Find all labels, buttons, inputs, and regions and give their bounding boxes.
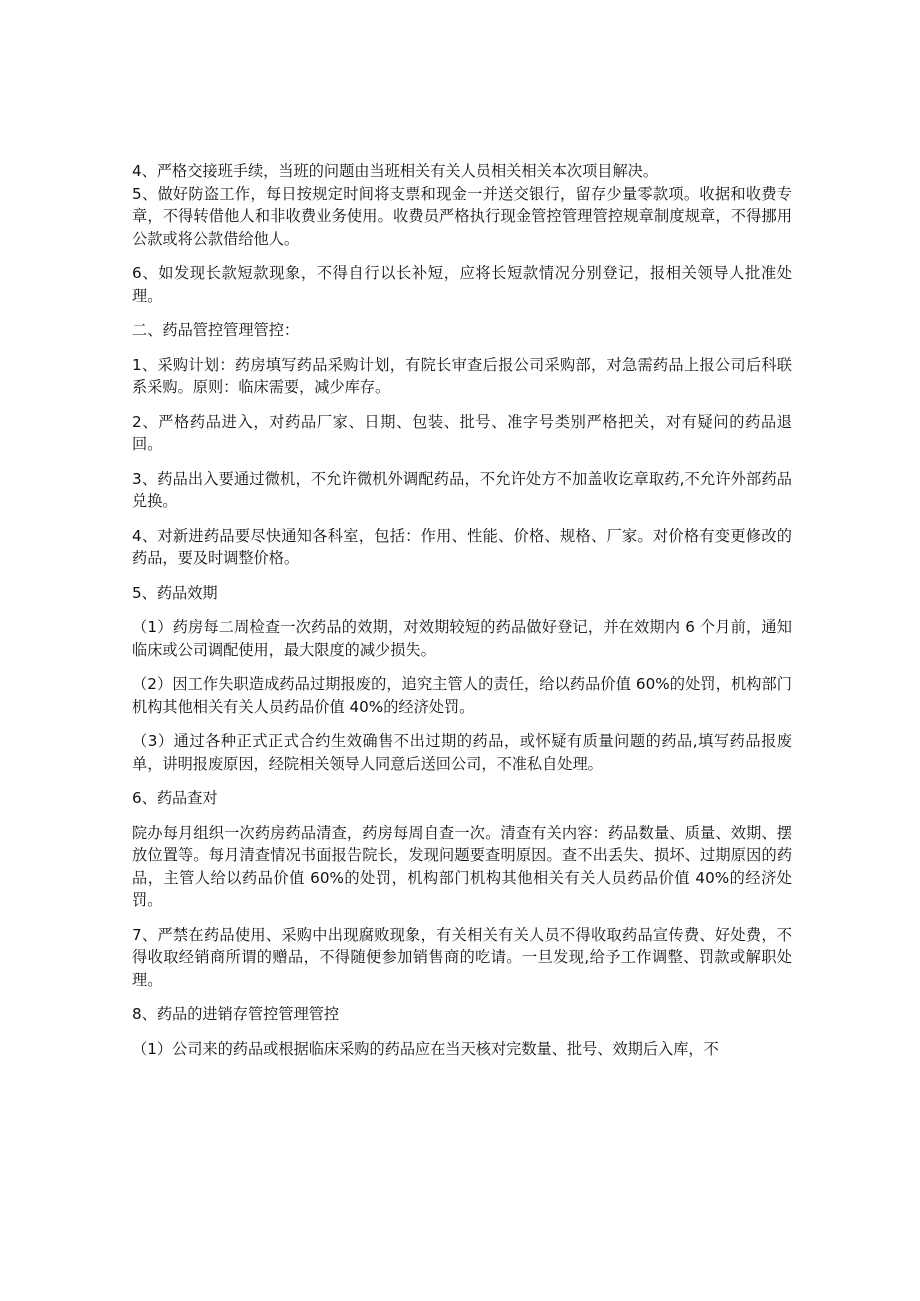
paragraph-drug-check: 院办每月组织一次药房药品清查，药房每周自查一次。清查有关内容：药品数量、质量、效期、摆放位置等。每月清查情况书面报告院长，发现问题要查明原因。查不出丢失、损坏、过期原因的药品，主管人给以药品价值 60%的处罚，机构部门机构其他相关有关人员药品价值 40%的经济处罚。 [132,823,792,909]
paragraph-anti-corruption: 7、严禁在药品使用、采购中出现腐败现象，有关相关有关人员不得收取药品宣传费、好处费，不得收取经销商所谓的赠品，不得随便参加销售商的吃请。一旦发现,给予工作调整、罚款或解职处理。 [132,925,792,989]
paragraph-expiry-1: （1）药房每二周检查一次药品的效期，对效期较短的药品做好登记，并在效期内 6 个月前，通知临床或公司调配使用，最大限度的减少损失。 [132,618,792,659]
paragraph-drug-in-out: 3、药品出入要通过微机，不允许微机外调配药品，不允许处方不加盖收讫章取药,不允许外部药品兑换。 [132,469,792,510]
paragraph-procurement-plan: 1、采购计划：药房填写药品采购计划，有院长审查后报公司采购部，对急需药品上报公司后科联系采购。原则：临床需要，减少库存。 [132,355,792,396]
section-heading-drug-management: 二、药品管控管理管控： [132,321,300,339]
paragraph-item-4: 4、严格交接班手续，当班的问题由当班相关有关人员相关相关本次项目解决。 [132,162,659,180]
paragraph-expiry-2: （2）因工作失职造成药品过期报废的，追究主管人的责任，给以药品价值 60%的处罚，机构部门机构其他相关有关人员药品价值 40%的经济处罚。 [132,675,792,716]
paragraph-inventory-1: （1）公司来的药品或根据临床采购的药品应在当天核对完数量、批号、效期后入库，不 [132,1039,719,1058]
subheading-drug-expiry: 5、药品效期 [132,583,218,602]
subheading-drug-check: 6、药品查对 [132,789,218,807]
paragraph-drug-intake: 2、严格药品进入，对药品厂家、日期、包装、批号、准字号类别严格把关，对有疑问的药品退回。 [132,412,792,453]
paragraph-item-6: 6、如发现长款短款现象，不得自行以长补短，应将长短款情况分别登记，报相关领导人批准处理。 [132,264,792,305]
paragraph-item-5: 5、做好防盗工作，每日按规定时间将支票和现金一并送交银行，留存少量零款项。收据和收费专章，不得转借他人和非收费业务使用。收费员严格执行现金管控管理管控规章制度规章，不得挪用公款或将公款借给他人。 [132,184,792,248]
subheading-inventory: 8、药品的进销存管控管理管控 [132,1005,340,1023]
document-body [132,160,792,1060]
paragraph-new-drugs: 4、对新进药品要尽快通知各科室，包括：作用、性能、价格、规格、厂家。对价格有变更修改的药品，要及时调整价格。 [132,526,792,567]
paragraph-expiry-3: （3）通过各种正式正式合约生效确售不出过期的药品，或怀疑有质量问题的药品,填写药品报废单，讲明报废原因，经院相关领导人同意后送回公司，不准私自处理。 [132,732,792,773]
